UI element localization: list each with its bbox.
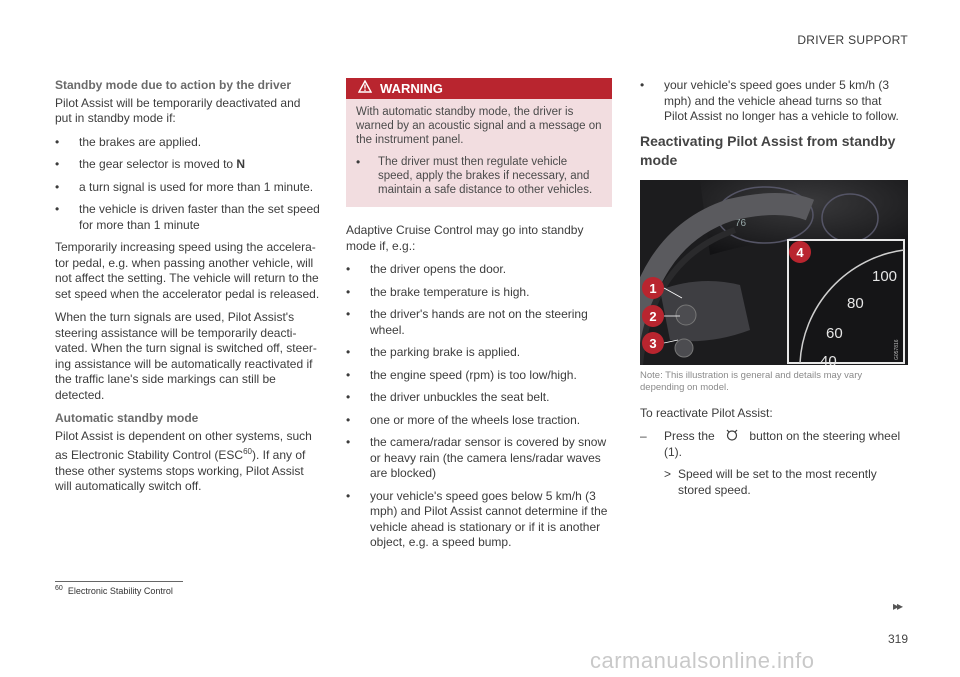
callout-3	[642, 332, 664, 354]
list-item: • the driver opens the door.	[346, 262, 612, 278]
next-page-icon[interactable]: ▸▸	[893, 599, 902, 613]
watermark: carmanualsonline.info	[590, 648, 815, 673]
warning-title: WARNING	[380, 81, 443, 96]
footnote-number: 60	[55, 585, 63, 592]
auto-standby-heading: Automatic standby mode	[55, 411, 199, 425]
list-item: • a turn signal is used for more than 1 minute.	[55, 180, 320, 196]
step-prefix: Press the	[664, 429, 715, 443]
warning-box	[346, 78, 612, 207]
column-left	[55, 78, 320, 503]
svg-text:2: 2	[649, 308, 657, 324]
column-middle	[346, 78, 612, 558]
list-item: • the engine speed (rpm) is too low/high.	[346, 368, 612, 384]
acc-intro: Adaptive Cruise Control may go into standby mode if, e.g.:	[346, 223, 584, 253]
auto-text-b: ). If any of these other systems stops working, Pilot Assist will automatically switch off.	[55, 448, 306, 493]
step-suffix: button on the steering wheel (1).	[664, 429, 901, 459]
warning-header	[346, 78, 612, 99]
standby-heading: Standby mode due to action by the driver	[55, 78, 292, 92]
svg-text:1: 1	[649, 280, 657, 296]
warning-triangle-icon	[358, 78, 372, 99]
auto-text-a: Pilot Assist is dependent on other systems, such as Electronic Stability Control (ESC	[55, 428, 312, 462]
standby-intro: Pilot Assist will be temporarily deactivated and put in standby mode if:	[55, 95, 301, 125]
figure-note: Note: This illustration is general and details may vary depending on model.	[640, 369, 863, 393]
list-item	[55, 157, 320, 173]
list-item: • the brake temperature is high.	[346, 285, 612, 301]
step-result	[640, 467, 908, 498]
reactivate-intro: To reactivate Pilot Assist:	[640, 405, 773, 420]
acc-list	[346, 262, 612, 551]
gauge-number: 60	[826, 324, 843, 342]
image-code: G057816	[894, 338, 900, 360]
steering-wheel-illustration	[640, 180, 908, 365]
turn-signal-paragraph: When the turn signals are used, Pilot Assist's steering assistance will be temporarily deacti-vated. When the turn signal is switched off, steer-ing assistance will be automatically reactivated if the traffic lane's side markings can still be detected.	[55, 310, 317, 402]
reactivate-heading: Reactivating Pilot Assist from standby mode	[640, 132, 896, 168]
page-number: 319	[888, 632, 909, 646]
list-item: • the driver unbuckles the seat belt.	[346, 390, 612, 406]
footnote-ref[interactable]: 60	[243, 447, 252, 456]
accelerator-paragraph: Temporarily increasing speed using the accelera-tor pedal, e.g. when passing another vehicle, will not affect the setting. The vehicle will return to the set speed when the accelerator pedal is released.	[55, 240, 320, 301]
standby-list	[55, 135, 320, 234]
auto-standby-paragraph	[55, 429, 320, 495]
footnote	[55, 585, 173, 596]
list-item: • The driver must then regulate vehicle speed, apply the brakes if necessary, and maintain a safe distance to other vehicles.	[356, 155, 602, 197]
svg-text:3: 3	[649, 335, 657, 351]
result-text: Speed will be set to the most recently stored speed.	[678, 467, 877, 497]
warning-text: With automatic standby mode, the driver is warned by an acoustic signal and a message on the instrument panel.	[356, 106, 602, 146]
pilot-assist-wheel-icon	[724, 429, 740, 441]
callout-2	[642, 305, 664, 327]
footnote-text: Electronic Stability Control	[67, 586, 173, 596]
result-marker: >	[664, 467, 672, 481]
gauge-number: 100	[872, 267, 898, 285]
list-item: • your vehicle's speed goes under 5 km/h (3 mph) and the vehicle ahead turns so that Pilot Assist no longer has a vehicle to follow.	[640, 78, 908, 125]
gauge-number: 40	[820, 352, 837, 365]
warning-body	[346, 99, 612, 207]
column-right	[640, 78, 908, 498]
acc-list-continued	[640, 78, 908, 125]
step-item	[640, 429, 908, 460]
gear-value: N	[236, 157, 246, 171]
callout-4	[789, 241, 811, 263]
list-item: • one or more of the wheels lose traction.	[346, 413, 612, 429]
list-item: • the driver's hands are not on the steering wheel.	[346, 307, 612, 338]
list-item: • the vehicle is driven faster than the set speed for more than 1 minute	[55, 202, 320, 233]
cluster-speed-number: 76	[735, 217, 747, 229]
list-item: • the camera/radar sensor is covered by snow or heavy rain (the camera lens/radar waves are blocked)	[346, 435, 612, 482]
warning-list	[356, 155, 602, 197]
list-item-text: the gear selector is moved to	[79, 157, 237, 171]
list-item: • your vehicle's speed goes below 5 km/h (3 mph) and Pilot Assist cannot determine if the vehicle ahead is stationary or if it is another object, e.g. a speed bump.	[346, 489, 612, 551]
list-item: • the brakes are applied.	[55, 135, 320, 151]
callout-1	[642, 277, 664, 299]
section-header: DRIVER SUPPORT	[797, 33, 908, 47]
footnote-divider	[55, 581, 183, 582]
list-item: • the parking brake is applied.	[346, 345, 612, 361]
gauge-number: 80	[847, 294, 864, 312]
svg-text:4: 4	[796, 244, 804, 260]
step-marker: –	[640, 429, 647, 443]
